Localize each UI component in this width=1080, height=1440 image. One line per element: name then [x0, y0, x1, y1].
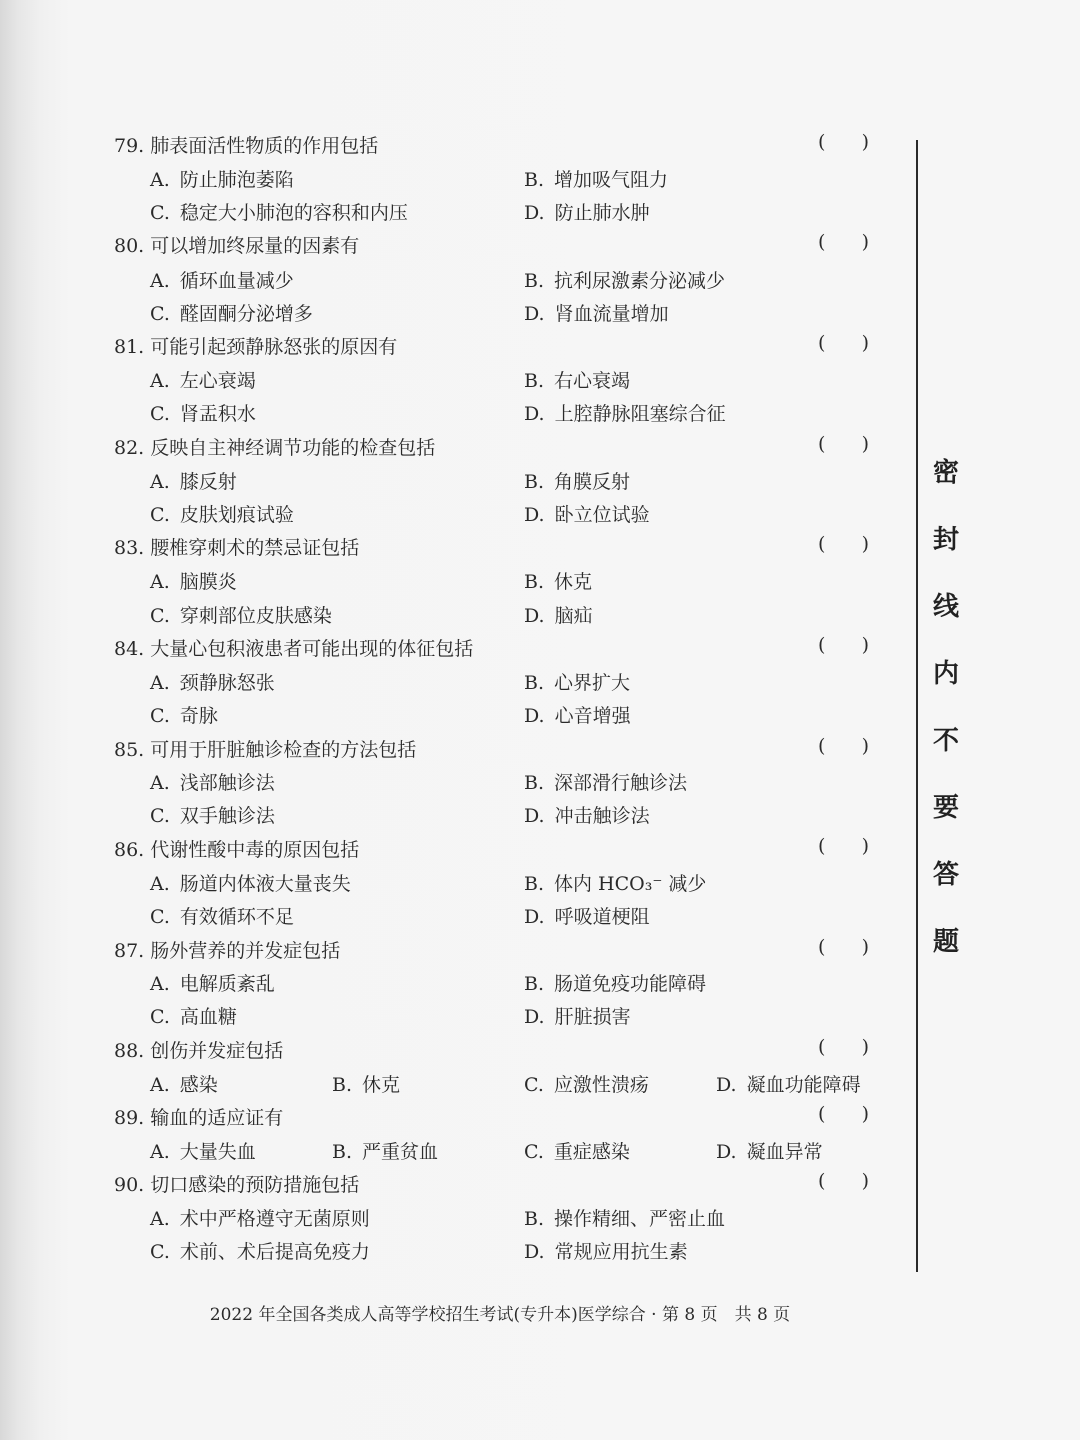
option-c: C. 醛固酮分泌增多: [150, 303, 313, 325]
seal-char: 要: [932, 793, 959, 823]
seal-line: [916, 140, 918, 1272]
option-d: D. 肝脏损害: [524, 1006, 631, 1028]
option-d: D. 上腔静脉阻塞综合征: [524, 403, 726, 425]
question-title: 80. 可以增加终尿量的因素有: [114, 235, 360, 257]
option-b: B. 深部滑行触诊法: [524, 772, 688, 794]
option-d: D. 呼吸道梗阻: [524, 906, 650, 928]
page-footer: 2022 年全国各类成人高等学校招生考试(专升本)医学综合 · 第 8 页 共 8 页: [209, 1305, 791, 1325]
option-a: A. 电解质紊乱: [150, 973, 275, 995]
option-d: D. 凝血功能障碍: [716, 1074, 861, 1096]
answer-paren: ( ): [818, 131, 870, 153]
option-d: D. 脑疝: [524, 605, 593, 627]
answer-paren: ( ): [818, 835, 870, 857]
option-c: C. 有效循环不足: [150, 906, 294, 928]
option-c: C. 奇脉: [150, 705, 218, 727]
seal-char: 线: [932, 592, 959, 622]
answer-paren: ( ): [818, 332, 870, 354]
option-c: C. 高血糖: [150, 1006, 237, 1028]
option-c: C. 应激性溃疡: [524, 1074, 649, 1096]
seal-char: 不: [932, 726, 959, 756]
option-a: A. 循环血量减少: [150, 270, 294, 292]
question-title: 81. 可能引起颈静脉怒张的原因有: [114, 336, 398, 358]
option-a: A. 颈静脉怒张: [150, 672, 275, 694]
seal-char: 题: [932, 927, 959, 957]
option-b: B. 右心衰竭: [524, 370, 631, 392]
question-title: 79. 肺表面活性物质的作用包括: [114, 135, 379, 157]
option-a: A. 术中严格遵守无菌原则: [150, 1208, 370, 1230]
option-c: C. 穿刺部位皮肤感染: [150, 605, 332, 627]
question-title: 85. 可用于肝脏触诊检查的方法包括: [114, 739, 417, 761]
answer-paren: ( ): [818, 1103, 870, 1125]
option-c: C. 术前、术后提高免疫力: [150, 1241, 370, 1263]
seal-text: [930, 440, 962, 976]
option-b: B. 体内 HCO₃⁻ 减少: [524, 873, 707, 895]
question-title: 88. 创伤并发症包括: [114, 1040, 284, 1062]
question-title: 82. 反映自主神经调节功能的检查包括: [114, 437, 436, 459]
option-a: A. 膝反射: [150, 471, 237, 493]
seal-char: 密: [932, 458, 959, 488]
answer-paren: ( ): [818, 936, 870, 958]
answer-paren: ( ): [818, 1170, 870, 1192]
option-b: B. 心界扩大: [524, 672, 631, 694]
option-c: C. 重症感染: [524, 1141, 630, 1163]
option-a: A. 防止肺泡萎陷: [150, 169, 294, 191]
option-b: B. 休克: [332, 1074, 401, 1096]
option-c: C. 稳定大小肺泡的容积和内压: [150, 202, 408, 224]
option-b: B. 休克: [524, 571, 593, 593]
option-b: B. 操作精细、严密止血: [524, 1208, 726, 1230]
option-d: D. 心音增强: [524, 705, 631, 727]
option-d: D. 凝血异常: [716, 1141, 823, 1163]
option-d: D. 防止肺水肿: [524, 202, 650, 224]
option-d: D. 卧立位试验: [524, 504, 650, 526]
answer-paren: ( ): [818, 1036, 870, 1058]
question-title: 86. 代谢性酸中毒的原因包括: [114, 839, 360, 861]
question-title: 83. 腰椎穿刺术的禁忌证包括: [114, 537, 360, 559]
question-title: 90. 切口感染的预防措施包括: [114, 1174, 360, 1196]
option-a: A. 浅部触诊法: [150, 772, 275, 794]
option-a: A. 感染: [150, 1074, 218, 1096]
option-d: D. 常规应用抗生素: [524, 1241, 688, 1263]
option-b: B. 抗利尿激素分泌减少: [524, 270, 726, 292]
option-b: B. 严重贫血: [332, 1141, 439, 1163]
seal-char: 封: [932, 525, 959, 555]
seal-char: 答: [932, 860, 959, 890]
option-c: C. 双手触诊法: [150, 805, 275, 827]
seal-char: 内: [932, 659, 959, 689]
question-title: 84. 大量心包积液患者可能出现的体征包括: [114, 638, 474, 660]
option-c: C. 皮肤划痕试验: [150, 504, 294, 526]
answer-paren: ( ): [818, 433, 870, 455]
option-a: A. 大量失血: [150, 1141, 256, 1163]
option-b: B. 肠道免疫功能障碍: [524, 973, 707, 995]
option-a: A. 肠道内体液大量丧失: [150, 873, 351, 895]
option-d: D. 冲击触诊法: [524, 805, 650, 827]
option-a: A. 左心衰竭: [150, 370, 256, 392]
answer-paren: ( ): [818, 634, 870, 656]
option-b: B. 角膜反射: [524, 471, 631, 493]
answer-paren: ( ): [818, 533, 870, 555]
answer-paren: ( ): [818, 231, 870, 253]
option-b: B. 增加吸气阻力: [524, 169, 669, 191]
option-d: D. 肾血流量增加: [524, 303, 669, 325]
answer-paren: ( ): [818, 735, 870, 757]
option-a: A. 脑膜炎: [150, 571, 237, 593]
question-title: 89. 输血的适应证有: [114, 1107, 284, 1129]
option-c: C. 肾盂积水: [150, 403, 256, 425]
question-title: 87. 肠外营养的并发症包括: [114, 940, 341, 962]
